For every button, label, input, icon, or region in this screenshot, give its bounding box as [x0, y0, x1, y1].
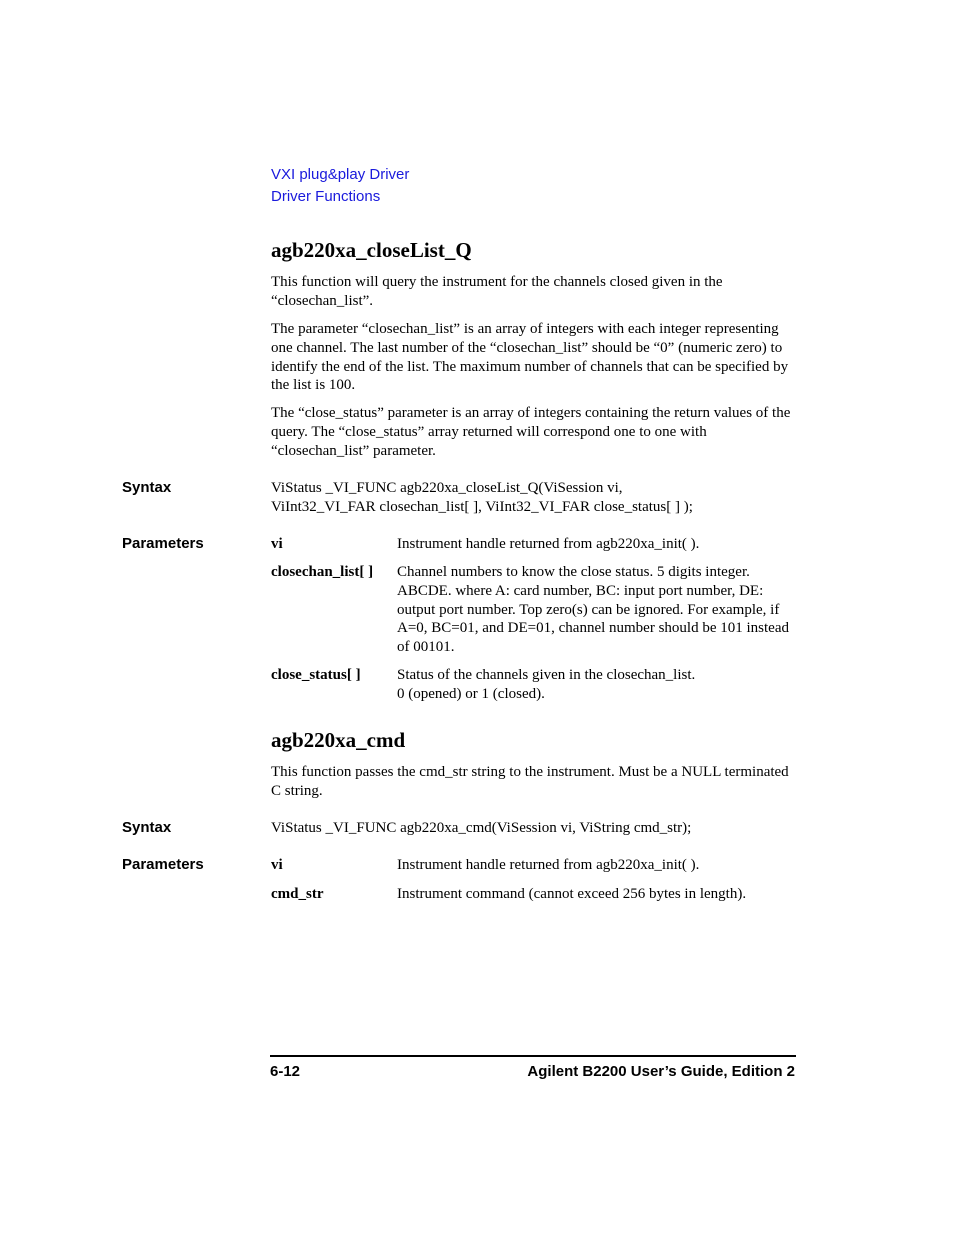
param-desc: Instrument handle returned from agb220xa_init( ). — [397, 857, 700, 873]
param-name: vi — [271, 857, 283, 873]
param-name: vi — [271, 536, 283, 552]
syntax-label: Syntax — [122, 479, 172, 496]
syntax-line: ViInt32_VI_FAR closechan_list[ ], ViInt32_VI_FAR close_status[ ] ); — [271, 499, 693, 515]
footer-guide-title: Agilent B2200 User’s Guide, Edition 2 — [527, 1063, 795, 1080]
param-desc: Instrument command (cannot exceed 256 bytes in length). — [397, 886, 747, 902]
footer-rule — [270, 1055, 796, 1057]
syntax-label: Syntax — [122, 819, 172, 836]
param-desc: Instrument handle returned from agb220xa_init( ). — [397, 536, 700, 552]
syntax-line: ViStatus _VI_FUNC agb220xa_closeList_Q(ViSession vi, — [271, 480, 623, 496]
param-desc — [397, 666, 799, 704]
parameters-label: Parameters — [122, 535, 204, 552]
param-desc: Channel numbers to know the close status. 5 digits integer. ABCDE. where A: card number, BC: input port number, DE: output port number. Top zero(s) can be ignored. For example, if A=0, BC=01, and DE=01, channel number should be 101 instead of 00101. — [397, 564, 789, 656]
paragraph-closechan-list: The parameter “closechan_list” is an array of integers with each integer representing one channel. The last number of the “closechan_list” should be “0” (numeric zero) to identify the end of the list. The maximum number of channels that can be specified by the list is 100. — [271, 321, 789, 394]
section-title-closelist-q: agb220xa_closeList_Q — [271, 238, 472, 262]
param-name: closechan_list[ ] — [271, 564, 374, 580]
paragraph-close-status: The “close_status” parameter is an array of integers containing the return values of the query. The “close_status” array returned will correspond one to one with “closechan_list” parameter. — [271, 405, 791, 459]
breadcrumb-link-vxi-driver[interactable]: VXI plug&play Driver — [271, 166, 410, 183]
paragraph-cmd-intro: This function passes the cmd_str string to the instrument. Must be a NULL terminated C string. — [271, 764, 789, 799]
section-title-cmd: agb220xa_cmd — [271, 728, 406, 752]
syntax-line: ViStatus _VI_FUNC agb220xa_cmd(ViSession vi, ViString cmd_str); — [271, 820, 692, 836]
footer-page-number: 6-12 — [270, 1063, 301, 1080]
param-desc-line: Status of the channels given in the closechan_list. — [397, 667, 696, 683]
paragraph-closelist-intro: This function will query the instrument for the channels closed given in the “closechan_list”. — [271, 274, 723, 309]
parameters-label: Parameters — [122, 856, 204, 873]
breadcrumb-link-driver-functions[interactable]: Driver Functions — [271, 188, 381, 205]
param-name: close_status[ ] — [271, 667, 361, 683]
param-desc-line: 0 (opened) or 1 (closed). — [397, 685, 545, 702]
param-name: cmd_str — [271, 886, 324, 902]
